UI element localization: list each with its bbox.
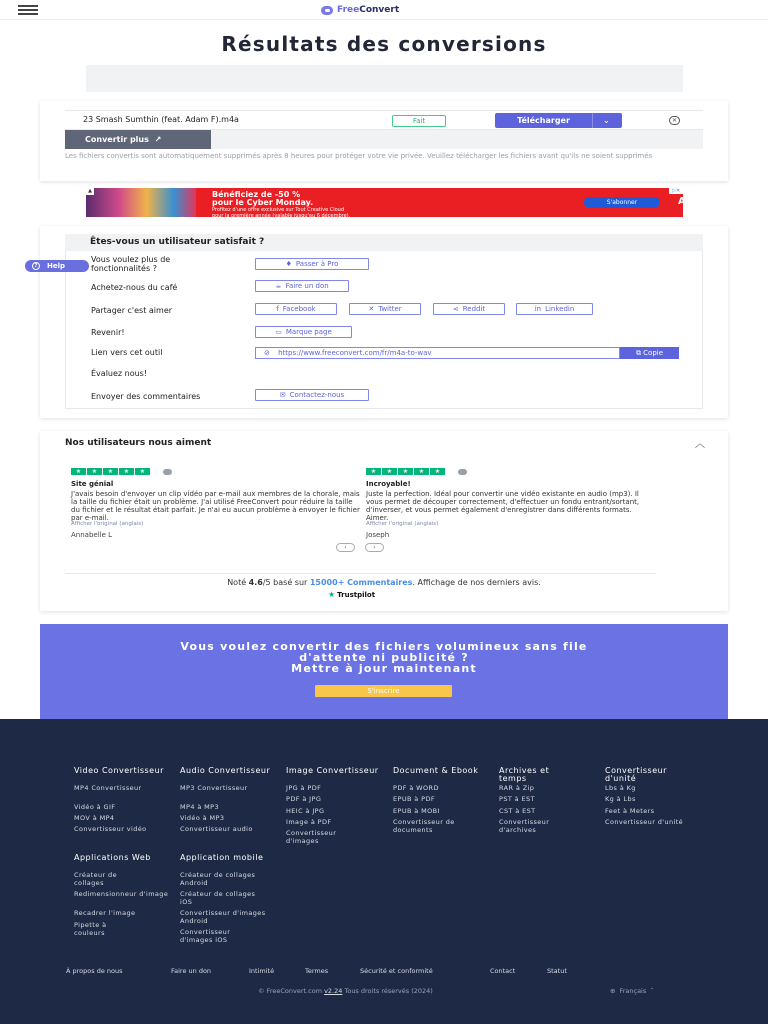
footer-bottom-link[interactable]: Intimité <box>249 967 275 975</box>
footer-bottom-link[interactable]: Termes <box>305 967 329 975</box>
label-share: Partager c'est aimer <box>91 306 173 315</box>
footer-bottom-link[interactable]: Sécurité et conformité <box>360 967 433 975</box>
tool-link-text: https://www.freeconvert.com/fr/m4a-to-wav <box>278 349 432 357</box>
upgrade-line-1: Vous voulez convertir des fichiers volumineux sans file <box>180 640 588 653</box>
footer-link[interactable]: Convertisseur d'images iOS <box>180 928 231 944</box>
star-icon: ★ <box>366 468 381 475</box>
footer-link[interactable]: Convertisseur d'images Android <box>180 909 266 925</box>
trustpilot-logo[interactable] <box>328 590 375 599</box>
footer-link[interactable]: Vidéo à MP3 <box>180 814 225 822</box>
review-author-2: Joseph <box>366 531 390 539</box>
twitter-label: Twitter <box>378 305 402 313</box>
footer-link[interactable]: PDF à JPG <box>286 795 322 803</box>
share-twitter-button[interactable] <box>349 303 421 315</box>
footer-heading-video: Video Convertisseur <box>74 766 164 775</box>
footer <box>0 719 768 1024</box>
star-icon: ★ <box>398 468 413 475</box>
copyright <box>258 987 433 995</box>
review-heading-2: Incroyable! <box>366 480 411 488</box>
review-author-1: Annabelle L <box>71 531 113 539</box>
footer-heading-archives: Archives et temps <box>499 766 550 783</box>
footer-bottom-link[interactable]: Statut <box>547 967 567 975</box>
satisfied-heading: Êtes-vous un utilisateur satisfait ? <box>65 234 703 251</box>
download-button[interactable] <box>495 113 622 128</box>
linkedin-icon: in <box>534 305 542 313</box>
ad-headline-1: Bénéficiez de -50 % <box>212 190 301 199</box>
rating-summary <box>0 578 768 587</box>
close-icon[interactable]: ✕ <box>669 116 680 125</box>
footer-link[interactable]: Convertisseur d'unité <box>605 818 684 826</box>
logo-text-convert: Convert <box>359 5 400 15</box>
bookmark-button[interactable] <box>255 326 352 338</box>
copyright-prefix: © FreeConvert.com <box>258 987 325 995</box>
share-linkedin-button[interactable] <box>516 303 593 315</box>
help-label: Help <box>47 262 66 270</box>
star-icon: ★ <box>414 468 429 475</box>
footer-link[interactable]: Créateur de collages Android <box>180 871 256 887</box>
divider <box>65 573 656 574</box>
footer-heading-document: Document & Ebook <box>393 766 479 775</box>
copyright-suffix: Tous droits réservés (2024) <box>342 987 433 995</box>
footer-heading-unit: Convertisseur d'unité <box>605 766 667 783</box>
upgrade-line-3: Mettre à jour maintenant <box>291 662 477 675</box>
linkedin-label: Linkedin <box>545 305 575 313</box>
facebook-label: Facebook <box>282 305 316 313</box>
footer-link[interactable]: Convertisseur audio <box>180 825 253 833</box>
footer-link[interactable]: MP4 Convertisseur <box>74 784 142 792</box>
footer-link[interactable]: MP3 Convertisseur <box>180 784 248 792</box>
bookmark-label: Marque page <box>285 328 332 336</box>
footer-heading-image: Image Convertisseur <box>286 766 379 775</box>
reviews-count-link[interactable]: 15000+ Commentaires <box>309 578 413 587</box>
prev-arrow-icon[interactable]: ‹ <box>336 543 355 552</box>
footer-link[interactable]: Convertisseur d'images <box>286 829 337 845</box>
language-selector[interactable] <box>610 987 654 995</box>
convert-more-bar <box>211 130 703 149</box>
share-facebook-button[interactable] <box>255 303 337 315</box>
star-icon: ★ <box>430 468 445 475</box>
review-body-2: Juste la perfection. Idéal pour convertir une vidéo existante en audio (mp3). Il vous permet de découper correctement, d'effectuer un fondu entrant/sortant, d'inverser, et vous permet également d'enregistrer dans différents formats. Aimer. <box>366 490 640 522</box>
contact-button[interactable] <box>255 389 369 401</box>
review-body-1: J'avais besoin d'envoyer un clip vidéo par e-mail aux membres de la chorale, mais la taille du fichier était un problème. J'ai utilisé FreeConvert pour réduire la taille du fichier et le résultat était parfait. Je n'ai eu aucun problème à envoyer le fichier par e-mail. <box>71 490 360 522</box>
upgrade-pro-button[interactable] <box>255 258 369 270</box>
upgrade-banner <box>40 624 728 719</box>
footer-link[interactable]: Feet à Meters <box>605 807 655 815</box>
rating-suffix: . Affichage de nos derniers avis. <box>412 578 541 587</box>
footer-link[interactable]: Lbs à Kg <box>605 784 636 792</box>
logo[interactable] <box>321 4 399 16</box>
facebook-icon: f <box>276 305 279 313</box>
page-title: Résultats des conversions <box>221 32 547 56</box>
chevron-down-icon[interactable]: ⌄ <box>603 116 610 125</box>
convert-more-button[interactable] <box>65 130 211 149</box>
footer-link[interactable]: Recadrer l'image <box>74 909 136 917</box>
mail-icon: ✉ <box>279 391 286 399</box>
ad-banner[interactable] <box>86 188 714 219</box>
star-icon: ★ <box>103 468 118 475</box>
upgrade-line-2: d'attente ni publicité ? <box>299 651 469 664</box>
verified-icon <box>163 469 172 475</box>
label-come-back: Revenir! <box>91 328 125 337</box>
footer-bottom-link[interactable]: Contact <box>490 967 516 975</box>
footer-link[interactable]: PDF à WORD <box>393 784 439 792</box>
footer-link[interactable]: EPUB à PDF <box>393 795 436 803</box>
ad-brand-logo: Adobe <box>678 196 714 207</box>
chevron-up-icon: ˆ <box>650 987 654 995</box>
logo-text-free: Free <box>337 5 360 15</box>
footer-link[interactable]: PST à EST <box>499 795 535 803</box>
coffee-icon: ☕ <box>275 282 282 290</box>
next-arrow-icon[interactable]: › <box>365 543 384 552</box>
footer-heading-audio: Audio Convertisseur <box>180 766 271 775</box>
file-row <box>65 110 703 130</box>
footer-link[interactable]: JPG à PDF <box>286 784 322 792</box>
globe-icon: ⊕ <box>610 987 616 995</box>
logo-icon <box>321 6 333 15</box>
rating-mid: /5 basé sur <box>262 578 310 587</box>
ad-sub-2: pour la première année (valable jusqu'au 6 décembre). <box>212 213 351 219</box>
footer-link[interactable]: Image à PDF <box>286 818 332 826</box>
footer-link[interactable]: Vidéo à GIF <box>74 803 116 811</box>
star-icon: ★ <box>135 468 150 475</box>
footer-bottom-link[interactable]: À propos de nous <box>66 967 123 975</box>
star-icon: ★ <box>119 468 134 475</box>
file-name: 23 Smash Sumthin (feat. Adam F).m4a <box>83 115 239 124</box>
language-label: Français <box>619 987 647 995</box>
rating-value: 4.6 <box>248 578 263 587</box>
bookmark-icon: ▭ <box>275 328 282 336</box>
footer-heading-web-apps: Applications Web <box>74 853 151 862</box>
convert-more-label: Convertir plus <box>85 135 149 144</box>
footer-link[interactable]: Convertisseur de documents <box>393 818 455 834</box>
menu-icon[interactable] <box>18 5 38 15</box>
trustpilot-label: Trustpilot <box>337 590 376 599</box>
review-stars-1 <box>71 468 150 475</box>
tool-link-field[interactable] <box>255 347 620 359</box>
help-button[interactable] <box>25 260 89 272</box>
upgrade-heading <box>40 641 728 674</box>
status-badge: Fait <box>392 115 446 127</box>
share-icon: ⋖ <box>452 305 459 313</box>
privacy-notice: Les fichiers convertis sont automatiquement supprimés après 8 heures pour protéger votre vie privée. Veuillez télécharger les fichiers avant qu'ils ne soient supprimés <box>65 152 653 160</box>
footer-bottom-link[interactable]: Faire un don <box>171 967 212 975</box>
footer-link[interactable]: Pipette à couleurs <box>74 921 107 937</box>
label-feedback: Envoyer des commentaires <box>91 392 201 401</box>
satisfied-table <box>65 251 703 409</box>
verified-icon <box>458 469 467 475</box>
label-coffee: Achetez-nous du café <box>91 283 178 292</box>
show-original-link-2[interactable]: Afficher l'original (anglais) <box>366 521 439 527</box>
footer-link[interactable]: EPUB à MOBI <box>393 807 440 815</box>
footer-link[interactable]: CST à EST <box>499 807 536 815</box>
label-link: Lien vers cet outil <box>91 348 163 357</box>
label-more-features: Vous voulez plus de fonctionnalités ? <box>91 255 171 273</box>
footer-link[interactable]: RAR à Zip <box>499 784 535 792</box>
review-heading-1: Site génial <box>71 480 114 488</box>
ad-close-icon[interactable]: ▷✕ <box>669 188 683 194</box>
footer-heading-mobile-apps: Application mobile <box>180 853 264 862</box>
star-icon: ★ <box>382 468 397 475</box>
chevron-up-icon[interactable]: ︿ <box>695 439 705 450</box>
copy-icon: ⧉ <box>635 349 641 357</box>
ad-artwork <box>86 188 196 217</box>
ad-cta-button[interactable]: S'abonner <box>584 197 660 208</box>
donate-label: Faire un don <box>285 282 329 290</box>
external-link-icon: ↗ <box>154 135 162 144</box>
help-icon: ? <box>32 262 40 270</box>
footer-link[interactable]: MP4 à MP3 <box>180 803 220 811</box>
label-rate: Évaluez nous! <box>91 369 148 378</box>
footer-link[interactable]: HEIC à JPG <box>286 807 325 815</box>
footer-link[interactable]: Convertisseur d'archives <box>499 818 550 834</box>
star-icon: ★ <box>71 468 86 475</box>
ad-headline-2: pour le Cyber Monday. <box>212 198 314 207</box>
star-icon: ★ <box>87 468 102 475</box>
reviews-title: Nos utilisateurs nous aiment <box>65 438 212 448</box>
trustpilot-star-icon: ★ <box>328 590 336 599</box>
donate-button[interactable] <box>255 280 349 292</box>
copy-button[interactable] <box>620 347 679 359</box>
reddit-label: Reddit <box>462 305 486 313</box>
signup-button[interactable]: S'inscrire <box>315 685 452 697</box>
ad-sub-1: Profitez d'une offre exclusive sur Tout Creative Cloud <box>212 207 345 213</box>
diamond-icon: ♦ <box>285 260 292 268</box>
rating-prefix: Noté <box>227 578 249 587</box>
copy-label: Copie <box>643 349 664 357</box>
footer-link[interactable]: Kg à Lbs <box>605 795 636 803</box>
ad-badge-icon: ▲ <box>86 188 94 195</box>
review-stars-2 <box>366 468 445 475</box>
share-reddit-button[interactable] <box>433 303 505 315</box>
footer-link[interactable]: Créateur de collages <box>74 871 117 887</box>
footer-link[interactable]: Créateur de collages iOS <box>180 890 256 906</box>
show-original-link-1[interactable]: Afficher l'original (anglais) <box>71 521 144 527</box>
top-bar <box>0 0 768 20</box>
download-label: Télécharger <box>517 116 570 125</box>
version-link[interactable]: v2.24 <box>324 987 343 995</box>
footer-link[interactable]: MOV à MP4 <box>74 814 115 822</box>
footer-link[interactable]: Redimensionneur d'image <box>74 890 169 898</box>
download-divider <box>592 113 593 128</box>
ad-subtext <box>212 207 350 219</box>
contact-label: Contactez-nous <box>289 391 345 399</box>
progress-placeholder <box>86 65 683 92</box>
twitter-icon: ✕ <box>368 305 375 313</box>
footer-link[interactable]: Convertisseur vidéo <box>74 825 147 833</box>
ad-headline <box>212 191 313 207</box>
link-icon: ⊘ <box>264 349 270 357</box>
upgrade-pro-label: Passer à Pro <box>295 260 339 268</box>
